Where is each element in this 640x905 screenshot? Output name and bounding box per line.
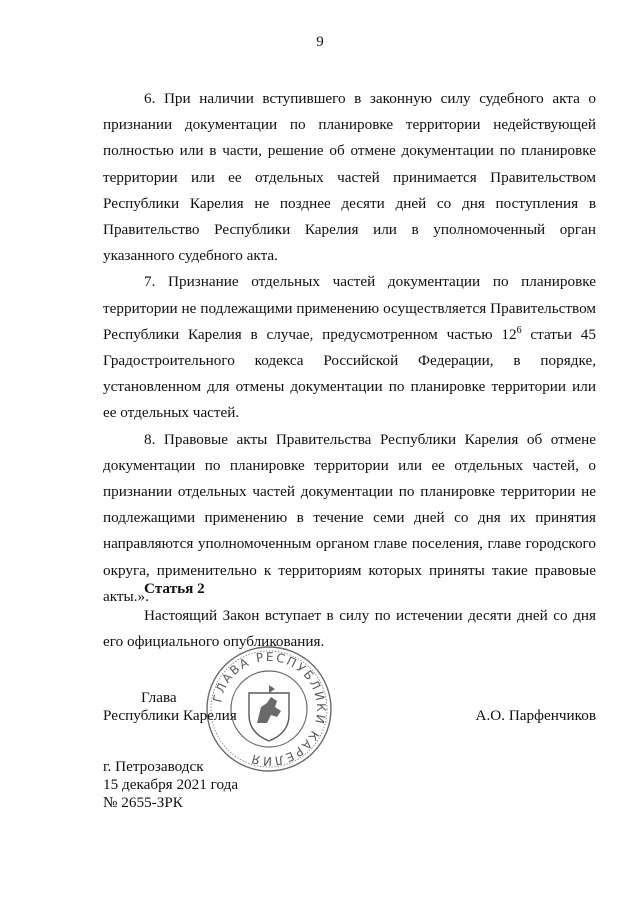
- signatory-title: [103, 689, 237, 725]
- paragraph-7-text-a: 7. Признание отдельных частей документации по планировке территории не подлежащими применению осуществляется Правительством Республики Карелия в случае, предусмотренном частью 12: [103, 273, 596, 343]
- page-number: 9: [316, 34, 324, 50]
- paragraph-6: 6. При наличии вступившего в законную силу судебного акта о признании документации по планировке территории недействующей полностью или в части, решение об отмене документации по планировке территории или ее отдельных частей принимается Правительством Республики Карелия не позднее десяти дней со дня поступления в Правительство Республики Карелия или в уполномоченный орган указанного судебного акта.: [103, 90, 596, 265]
- article-2-text: Настоящий Закон вступает в силу по истечении десяти дней со дня его официального опубликования.: [103, 607, 596, 651]
- superscript-6: 6: [516, 324, 522, 336]
- paragraph-8: 8. Правовые акты Правительства Республики Карелия об отмене документации по планировке территории или ее отдельных частей, о признании отдельных частей документации по планировке территории не подлежащими применению в течение семи дней со дня их принятия направляются уполномоченным органом главе поселения, главе городского округа, применительно к территориям которых приняты такие правовые акты.».: [103, 430, 596, 605]
- signatory-title-line1: Глава: [141, 689, 177, 706]
- city: г. Петрозаводск: [103, 758, 204, 775]
- seal-text: ГЛАВА РЕСПУБЛИКИ КАРЕЛИЯ: [210, 649, 329, 769]
- place-and-date: [103, 758, 238, 812]
- paragraph-7: [103, 269, 596, 426]
- signatory-name: А.О. Парфенчиков: [475, 707, 596, 724]
- date: 15 декабря 2021 года: [103, 776, 239, 793]
- law-text: [103, 86, 596, 610]
- law-number: № 2655-ЗРК: [103, 794, 183, 811]
- paragraph-7-text-b: статьи 45 Градостроительного кодекса Российской Федерации, в порядке, установленном для отмены документации по планировке территории или ее отдельных частей.: [103, 325, 596, 422]
- signatory-title-line2: Республики Карелия: [103, 707, 237, 724]
- coat-of-arms-icon: [249, 685, 289, 741]
- article-2-title: Статья 2: [144, 580, 205, 597]
